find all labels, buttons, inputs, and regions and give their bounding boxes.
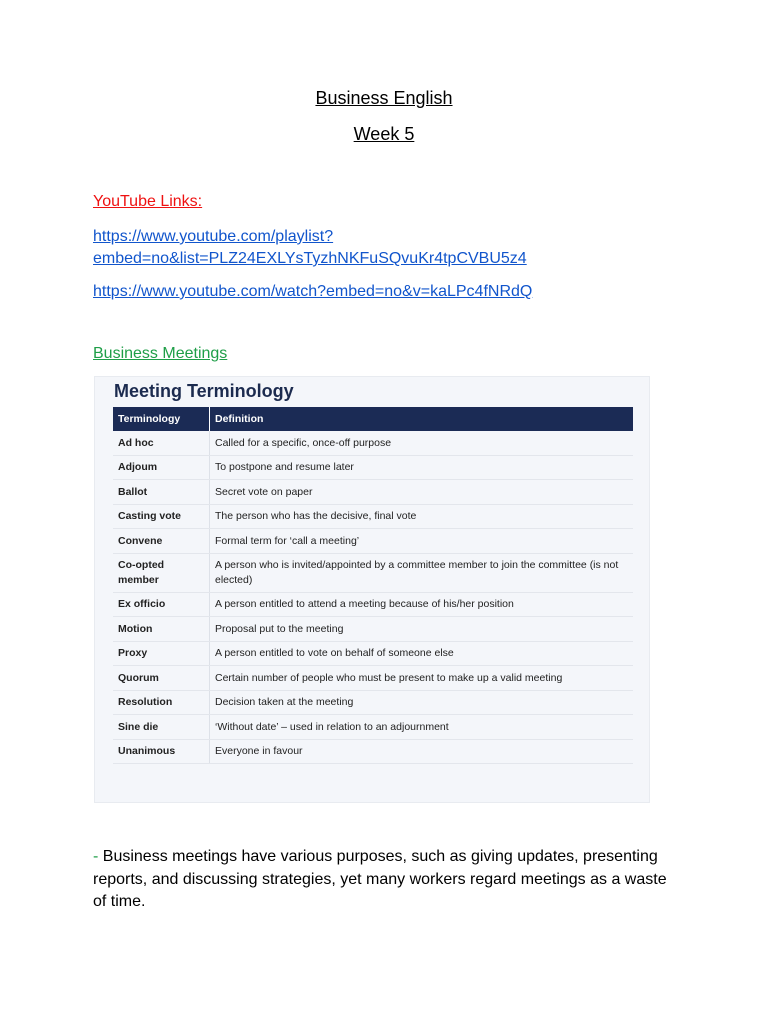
definition-cell: Decision taken at the meeting (210, 690, 634, 715)
document-subtitle: Week 5 (353, 124, 415, 144)
link-line: https://www.youtube.com/watch?embed=no&v=kaLPc4fNRdQ (93, 283, 533, 300)
business-meetings-label: Business Meetings (93, 345, 228, 362)
term-cell: Ex officio (113, 592, 210, 617)
body-paragraph (93, 846, 673, 914)
meeting-terminology-image (94, 376, 650, 803)
terminology-table (113, 407, 633, 764)
table-row (113, 480, 633, 505)
term-cell: Sine die (113, 715, 210, 740)
definition-cell: Secret vote on paper (210, 480, 634, 505)
term-cell: Resolution (113, 690, 210, 715)
term-cell: Motion (113, 617, 210, 642)
definition-cell: ‘Without date’ – used in relation to an adjournment (210, 715, 634, 740)
table-row (113, 553, 633, 592)
table-row (113, 504, 633, 529)
table-row (113, 690, 633, 715)
term-cell: Ballot (113, 480, 210, 505)
table-row (113, 641, 633, 666)
definition-cell: Proposal put to the meeting (210, 617, 634, 642)
table-row (113, 592, 633, 617)
link-line: https://www.youtube.com/playlist? (93, 228, 334, 245)
link-line: embed=no&list=PLZ24EXLYsTyzhNKFuSQvuKr4tpCVBU5z4 (93, 250, 527, 267)
definition-cell: Called for a specific, once-off purpose (210, 431, 634, 455)
term-cell: Ad hoc (113, 431, 210, 455)
terminology-heading: Meeting Terminology (114, 381, 294, 401)
table-row (113, 455, 633, 480)
paragraph-text: Business meetings have various purposes, such as giving updates, presenting reports, and discussing strategies, yet many workers regard meetings as a waste of time. (93, 848, 667, 910)
column-header: Definition (210, 407, 634, 431)
bullet-dash: - (93, 848, 99, 865)
definition-cell: Everyone in favour (210, 739, 634, 764)
table-row (113, 617, 633, 642)
term-cell: Convene (113, 529, 210, 554)
definition-cell: A person entitled to attend a meeting because of his/her position (210, 592, 634, 617)
definition-cell: A person who is invited/appointed by a committee member to join the committee (is not elected) (210, 553, 634, 592)
term-cell: Proxy (113, 641, 210, 666)
term-cell: Unanimous (113, 739, 210, 764)
table-body (113, 431, 633, 764)
table-row (113, 529, 633, 554)
youtube-playlist-link[interactable] (93, 226, 527, 270)
term-cell: Quorum (113, 666, 210, 691)
definition-cell: A person entitled to vote on behalf of someone else (210, 641, 634, 666)
table-row (113, 431, 633, 455)
column-header: Terminology (113, 407, 210, 431)
definition-cell: To postpone and resume later (210, 455, 634, 480)
table-row (113, 666, 633, 691)
term-cell: Co-opted member (113, 553, 210, 592)
term-cell: Casting vote (113, 504, 210, 529)
youtube-video-link[interactable] (93, 281, 532, 303)
definition-cell: The person who has the decisive, final vote (210, 504, 634, 529)
definition-cell: Certain number of people who must be present to make up a valid meeting (210, 666, 634, 691)
document-title: Business English (315, 88, 453, 108)
term-cell: Adjoum (113, 455, 210, 480)
table-header-row (113, 407, 633, 431)
table-row (113, 739, 633, 764)
definition-cell: Formal term for ‘call a meeting’ (210, 529, 634, 554)
table-row (113, 715, 633, 740)
youtube-links-label: YouTube Links: (93, 193, 203, 210)
